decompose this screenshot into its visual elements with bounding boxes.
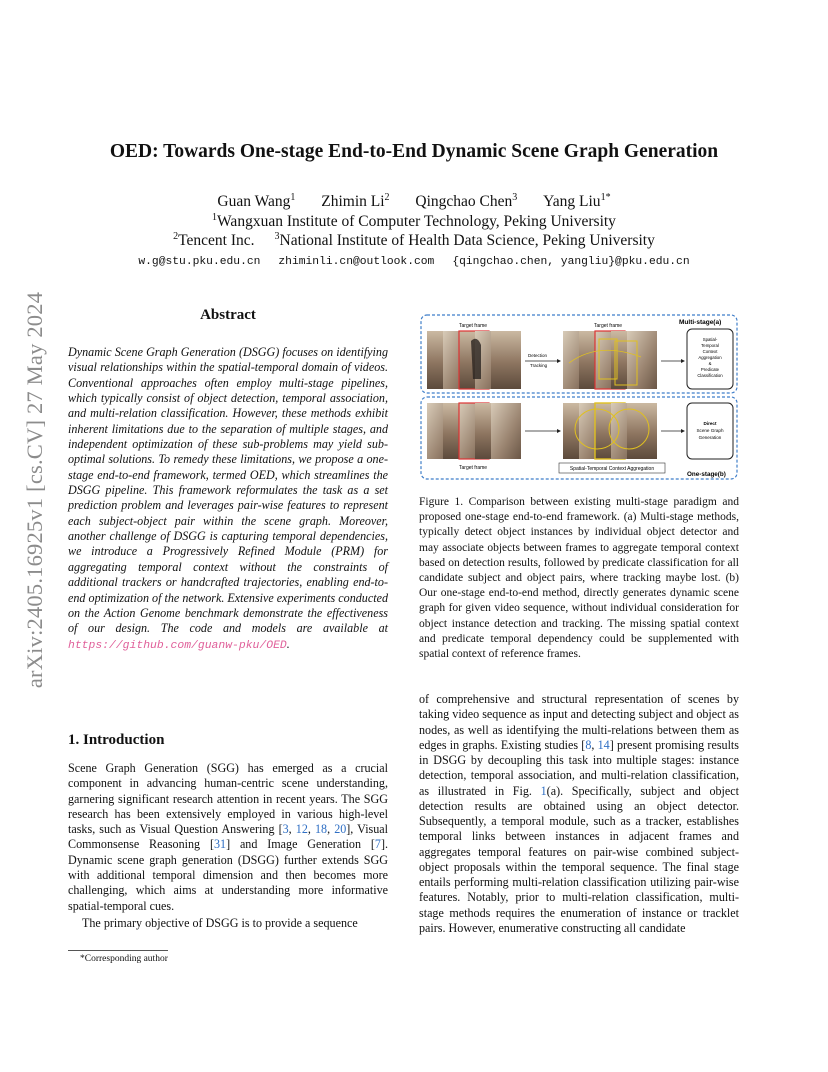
svg-text:Scene Graph: Scene Graph [696, 428, 724, 433]
citation-link[interactable]: 12 [295, 822, 308, 837]
author: Yang Liu$^{1*}$ [543, 192, 611, 210]
target-frame-label: Target frame [459, 465, 488, 471]
svg-text:Generation: Generation [698, 435, 722, 440]
arxiv-stamp: arXiv:2405.16925v1 [cs.CV] 27 May 2024 [22, 291, 47, 689]
target-frame-label: Target frame [459, 323, 488, 329]
figure-link[interactable]: 1 [540, 783, 547, 798]
detection-label: Detection [528, 353, 548, 358]
affiliation-1: $^1$Wangxuan Institute of Computer Technology, Peking University [212, 212, 616, 230]
author: Guan Wang$^1$ [217, 192, 296, 210]
citation-link[interactable]: 7 [374, 837, 381, 852]
email-list [0, 256, 828, 268]
svg-text:Temporal: Temporal [701, 343, 719, 348]
citation-link[interactable]: 18 [314, 822, 328, 837]
email: {qingchao.chen, yangliu}@pku.edu.cn [452, 256, 690, 268]
svg-text:Aggregation: Aggregation [698, 355, 722, 360]
email: zhiminli.cn@outlook.com [278, 256, 435, 268]
footnote-rule [68, 950, 168, 951]
citation-link[interactable]: 3 [282, 822, 289, 837]
citation-link[interactable]: 20 [334, 822, 347, 837]
citation-link[interactable]: 14 [597, 737, 610, 752]
svg-text:&: & [708, 361, 712, 366]
arrow-head [557, 429, 561, 433]
citation-link[interactable]: 31 [213, 837, 227, 852]
figure-1 [419, 311, 739, 483]
video-frame [627, 331, 657, 389]
tracking-label: Tracking [530, 363, 548, 368]
video-frame [491, 331, 521, 389]
footnote: *Corresponding author [80, 954, 168, 964]
svg-text:Spatial-: Spatial- [702, 337, 718, 342]
arrow-head [681, 429, 685, 433]
email: w.g@stu.pku.edu.cn [138, 256, 261, 268]
arrow-head [681, 359, 685, 363]
abstract-heading: Abstract [200, 307, 256, 323]
stc-label: Spatial-Temporal Context Aggregation [569, 466, 655, 472]
code-link[interactable]: https://github.com/guanw-pku/OED [68, 639, 287, 652]
author-list [0, 193, 828, 211]
intro-paragraph: The primary objective of DSGG is to provide a sequence [82, 915, 358, 930]
paper-title: OED: Towards One-stage End-to-End Dynamic Scene Graph Generation [109, 141, 719, 162]
author: Zhimin Li$^2$ [321, 192, 390, 210]
svg-text:Context: Context [702, 349, 718, 354]
affiliation-2-3: $^2$Tencent Inc. $^3$National Institute of Health Data Science, Peking University [173, 231, 655, 249]
abstract-body: Dynamic Scene Graph Generation (DSGG) focuses on identifying visual relationships within the spatial-temporal domain of videos. Conventional approaches often employ multi-stage pipelines, which typically consist of object detection, temporal association, and multi-relation classification. However, these methods exhibit inherent limitations due to the separation of multiple stages, and independent optimization of these sub-problems may yield sub-optimal solutions. To remedy these limitations, we propose a one-stage end-to-end framework, termed OED, which streamlines the DSGG pipeline. This framework reformulates the task as a set prediction problem and leverages pair-wise features to represent each subject-object pair within the scene graph. Moreover, another challenge of DSGG is capturing temporal dependencies, we introduce a Progressively Refined Module (PRM) for aggregating temporal context without the constraints of additional trackers or handcrafted trajectories, enabling end-to-end optimization of the network. Extensive experiments conducted on the Action Genome benchmark demonstrate the effectiveness of our design. The code and models are available at https://github.com/guanw-pku/OED. [68, 345, 388, 652]
section-heading-introduction: 1. Introduction [68, 732, 165, 748]
multi-stage-label: Multi-stage(a) [679, 319, 722, 326]
introduction-body [68, 761, 388, 931]
citation-link[interactable]: 8 [585, 737, 592, 752]
right-column-body: of comprehensive and structural representation of scenes by taking video sequence as input and detecting subject and object as nodes, as well as identifying the multi-relations between them as edges in graphs. Existing studies [8, 14] present promising results in DSGG by decoupling this task into multiple stages: instance detection, temporal association, and multi-relation classification, as illustrated in Fig. 1(a). Specifically, subject and object detection results are obtained using an object detector. Subsequently, a temporal module, such as a tracker, establishes temporal links between instances in adjacent frames and aggregates temporal features on pair-wise combined subject-object proposals within the temporal sequence. The final stage entails performing multi-relation classification utilizing pair-wise features. Notably, prior to multi-relation classification, multi-stage methods requires the enumeration of instance or tracklet pairs. However, enumerative constructing all candidate [419, 692, 739, 935]
target-frame-label: Target frame [594, 323, 623, 329]
video-frame [491, 403, 521, 459]
arrow-head [557, 359, 561, 363]
figure-caption: Figure 1. Comparison between existing multi-stage paradigm and proposed one-stage end-to-end framework. (a) Multi-stage methods, typically detect object instances by individual object detector and may associate objects between frames to aggregate temporal context based on detection results, followed by predicate classification for all candidate subject and object pairs, where tracking maybe lost. (b) Our one-stage end-to-end method, directly generates dynamic scene graph for given video sequence, without individual consideration for object instance detection and tracking. The missing spatial context and predicate temporal dependency could be supplemented with spatial context of reference frames. [419, 496, 739, 661]
video-frame [627, 403, 657, 459]
one-stage-label: One-stage(b) [687, 471, 726, 478]
author: Qingchao Chen$^3$ [415, 192, 518, 210]
svg-text:Direct: Direct [703, 421, 717, 426]
intro-paragraph: Scene Graph Generation (SGG) has emerged as a crucial component in advancing human-centric scene understanding, garnering significant research attention in recent years. The SGG research has been extensively employed in various high-level tasks, such as Visual Question Answering [3, 12, 18, 20], Visual Commonsense Reasoning [31] and Image Generation [7]. Dynamic scene graph generation (DSGG) further extends SGG with additional temporal dimension and then becomes more challenging, which aims at understanding more informative spatial-temporal cues. [68, 761, 389, 913]
svg-text:Classification: Classification [697, 373, 723, 378]
svg-text:Predicate: Predicate [700, 367, 720, 372]
